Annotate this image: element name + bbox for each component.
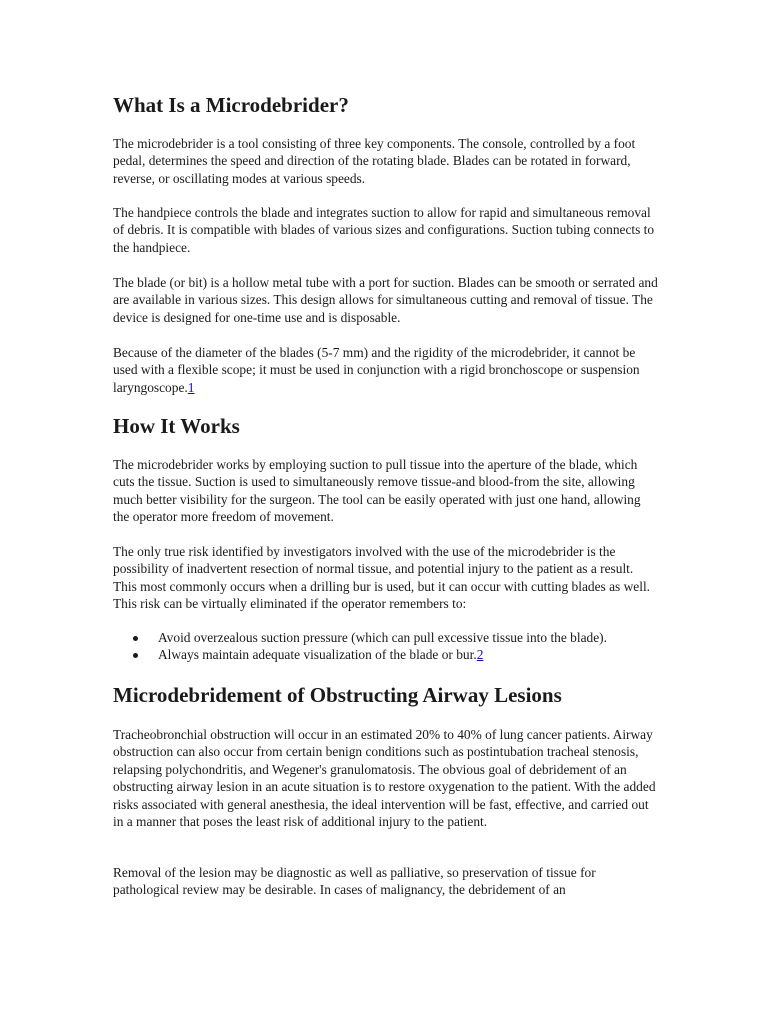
bullet-dot-icon bbox=[133, 653, 138, 658]
paragraph-console: The microdebrider is a tool consisting of three key components. The console, controlled by a foot pedal, determines the speed and direction of the rotating blade. Blades can be rotated in forward, reverse, or oscillating modes at various speeds. bbox=[113, 136, 636, 186]
list-item bbox=[113, 629, 673, 646]
paragraph-suction: The microdebrider works by employing suction to pull tissue into the aperture of the blade, which cuts the tissue. Suction is used to simultaneously remove tissue-and blood-from the site, allowing much better visibility for the surgeon. The tool can be easily operated with just one hand, allowing the operator more freedom of movement. bbox=[113, 457, 641, 525]
heading-what-is-microdebrider: What Is a Microdebrider? bbox=[113, 93, 349, 117]
list-item-text: Always maintain adequate visualization of the blade or bur. bbox=[158, 647, 477, 663]
paragraph-diameter bbox=[113, 344, 658, 396]
heading-how-it-works: How It Works bbox=[113, 414, 240, 438]
paragraph-risk: The only true risk identified by investigators involved with the use of the microdebrider is the possibility of inadvertent resection of normal tissue, and potential injury to the patient as a result. This most commonly occurs when a drilling bur is used, but it can occur with cutting blades as well. This risk can be virtually eliminated if the operator remembers to: bbox=[113, 544, 651, 612]
paragraph-obstruction: Tracheobronchial obstruction will occur in an estimated 20% to 40% of lung cancer patients. Airway obstruction can also occur from certain benign conditions such as postintubation tracheal stenosis, relapsing polychondritis, and Wegener's granulomatosis. The obvious goal of debridement of an obstructing airway lesion in an acute situation is to restore oxygenation to the patient. With the added risks associated with general anesthesia, the ideal intervention will be fast, effective, and carried out in a manner that poses the least risk of additional injury to the patient. bbox=[113, 727, 656, 830]
heading-microdebridement: Microdebridement of Obstructing Airway Lesions bbox=[113, 683, 562, 707]
risk-list bbox=[113, 629, 673, 664]
footnote-link-2[interactable]: 2 bbox=[476, 647, 484, 663]
list-item-text: Avoid overzealous suction pressure (which can pull excessive tissue into the blade). bbox=[158, 630, 607, 645]
footnote-link-1[interactable]: 1 bbox=[187, 379, 195, 395]
paragraph-diameter-text: Because of the diameter of the blades (5-7 mm) and the rigidity of the microdebrider, it cannot be used with a flexible scope; it must be used in conjunction with a rigid bronchoscope or suspension laryngoscope. bbox=[113, 345, 640, 395]
paragraph-removal: Removal of the lesion may be diagnostic as well as palliative, so preservation of tissue for pathological review may be desirable. In cases of malignancy, the debridement of an bbox=[113, 865, 596, 898]
paragraph-handpiece: The handpiece controls the blade and integrates suction to allow for rapid and simultaneous removal of debris. It is compatible with blades of various sizes and configurations. Suction tubing connects to the handpiece. bbox=[113, 205, 655, 255]
list-item bbox=[113, 646, 673, 663]
paragraph-blade: The blade (or bit) is a hollow metal tube with a port for suction. Blades can be smooth or serrated and are available in various sizes. This design allows for simultaneous cutting and removal of tissue. The device is designed for one-time use and is disposable. bbox=[113, 275, 658, 325]
bullet-dot-icon bbox=[133, 636, 138, 641]
